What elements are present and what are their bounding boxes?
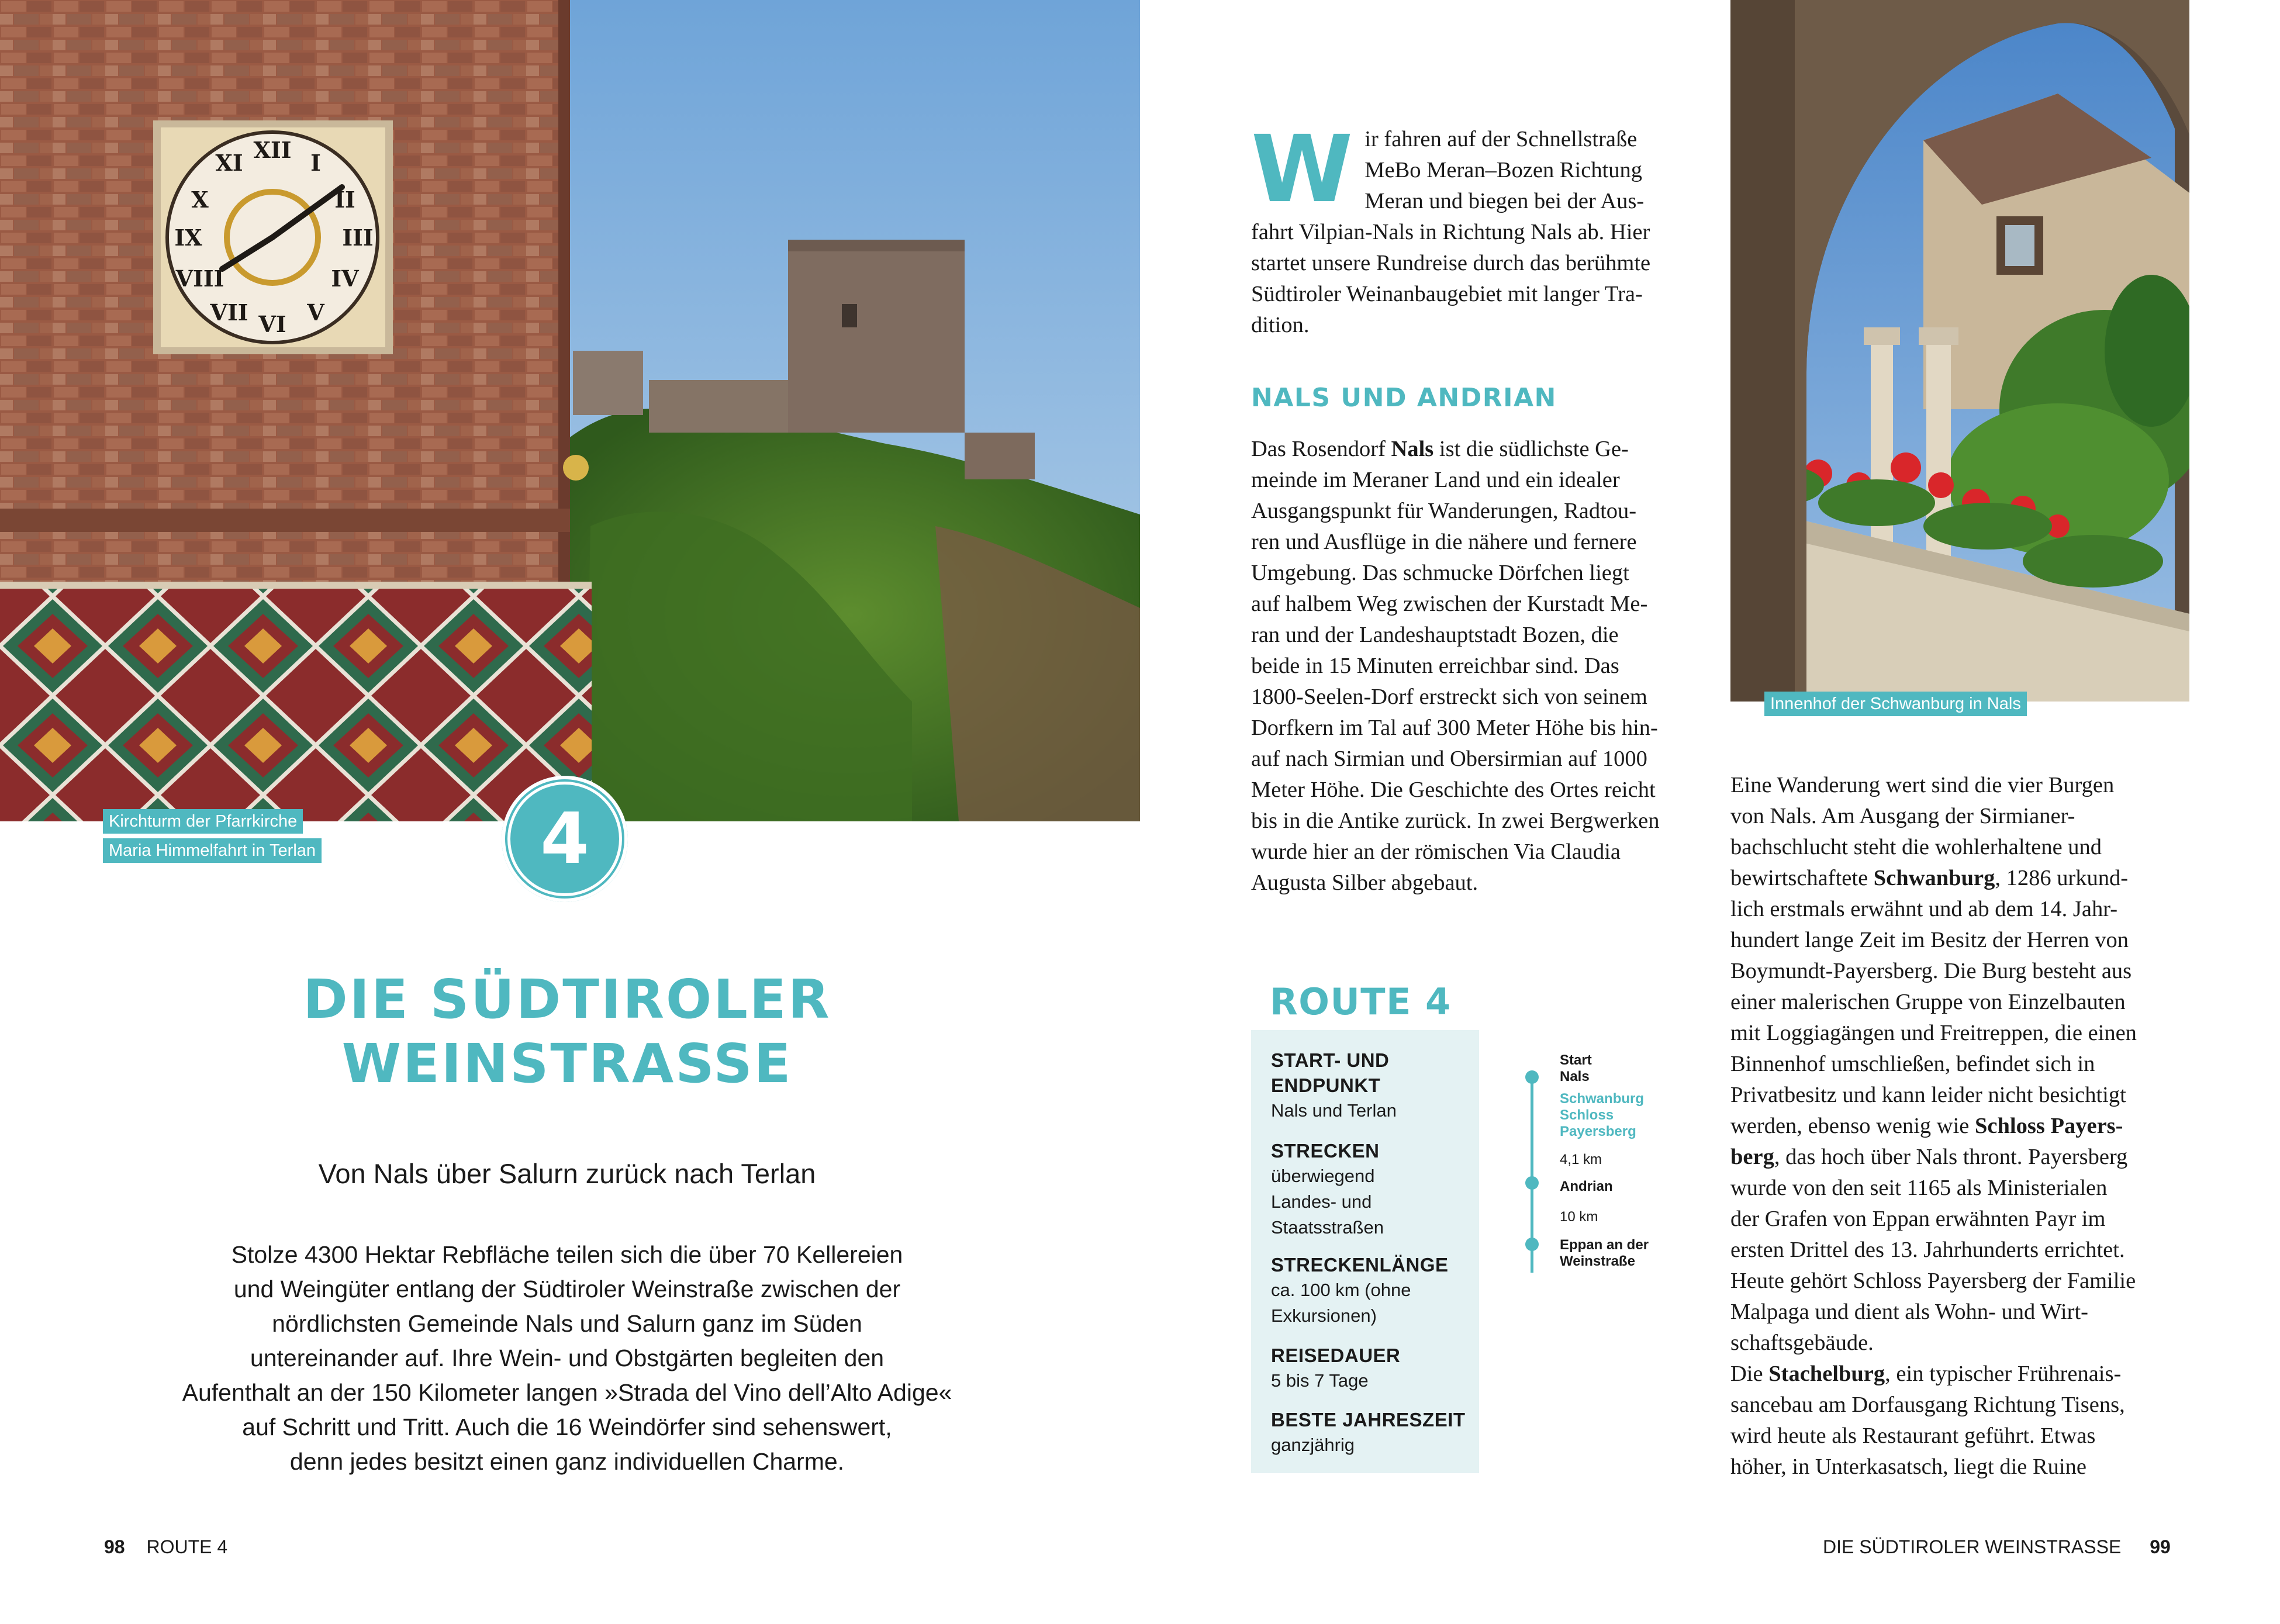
route-item-start	[1271, 1048, 1473, 1124]
text-line: schaftsgebäude.	[1730, 1331, 1874, 1355]
route-timeline	[1520, 1046, 1695, 1292]
text-line: ersten Drittel des 13. Jahrhunderts errichtet.	[1730, 1238, 2125, 1262]
text-line: 1800-Seelen-Dorf erstreckt sich von seinem	[1251, 685, 1647, 709]
footer-label-left: ROUTE 4	[146, 1536, 228, 1557]
text-line	[1730, 1359, 2189, 1390]
chapter-title-line-1: DIE SÜDTIROLER	[303, 968, 831, 1031]
route-number: 4	[540, 798, 589, 880]
route-item-label: STRECKENLÄNGE	[1271, 1254, 1449, 1276]
svg-text:II: II	[334, 186, 355, 213]
text-line: auf halbem Weg zwischen der Kurstadt Me-	[1251, 592, 1648, 616]
text-line: lich erstmals erwähnt und ab dem 14. Jahr-	[1730, 897, 2118, 921]
route-item-value: ca. 100 km (ohne	[1271, 1280, 1411, 1300]
route-item-value: ganzjährig	[1271, 1435, 1355, 1455]
text-line: wurde von den seit 1165 als Ministerialen	[1730, 1176, 2108, 1200]
opening-paragraph	[1251, 116, 1698, 341]
route-item-value: überwiegend	[1271, 1166, 1375, 1186]
timeline-label: Andrian	[1560, 1179, 1613, 1194]
photo-caption-line-2: Maria Himmelfahrt in Terlan	[103, 838, 322, 863]
section-heading: NALS UND ANDRIAN	[1251, 383, 1557, 413]
text-line	[1730, 1142, 2189, 1173]
text-line: sancebau am Dorfausgang Richtung Tisens,	[1730, 1393, 2125, 1417]
footer-left	[104, 1536, 227, 1558]
text-line	[1730, 1111, 2189, 1142]
text-bold: Nals	[1391, 437, 1434, 461]
text-line: startet unsere Rundreise durch das berühmte	[1251, 251, 1651, 275]
intro-line: und Weingüter entlang der Südtiroler Weinstraße zwischen der	[233, 1276, 901, 1302]
route-item-label: BESTE JAHRESZEIT	[1271, 1409, 1466, 1430]
chapter-title	[175, 968, 959, 1096]
route-item-value: 5 bis 7 Tage	[1271, 1370, 1369, 1391]
text-line: Privatbesitz und kann leider nicht besichtigt	[1730, 1083, 2126, 1107]
text-bold: berg	[1730, 1145, 1774, 1169]
text-line: Ausgangspunkt für Wanderungen, Radtou-	[1251, 499, 1637, 523]
text-line: Boymundt-Payersberg. Die Burg besteht aus	[1730, 959, 2132, 983]
svg-text:III: III	[342, 224, 374, 251]
text-line	[1251, 434, 1698, 465]
svg-text:VIII: VIII	[175, 265, 224, 292]
text-line: Südtiroler Weinanbaugebiet mit langer Tra-	[1251, 282, 1643, 306]
svg-text:IV: IV	[331, 265, 359, 292]
text-bold: Schwanburg	[1873, 866, 1995, 890]
text-line: wurde hier an der römischen Via Claudia	[1251, 839, 1621, 864]
route-item-value: Exkursionen)	[1271, 1305, 1377, 1326]
column-two-text	[1730, 770, 2189, 1483]
text-line: Binnenhof umschließen, befindet sich in	[1730, 1052, 2095, 1076]
text-line: hundert lange Zeit im Besitz der Herren von	[1730, 928, 2129, 952]
text-line: beide in 15 Minuten erreichbar sind. Das	[1251, 654, 1619, 678]
route-item-label: REISEDAUER	[1271, 1345, 1401, 1366]
text-line: Eine Wanderung wert sind die vier Burgen	[1730, 773, 2115, 797]
page-number-right: 99	[2150, 1536, 2171, 1557]
text-line: Dorfkern im Tal auf 300 Meter Höhe bis hin-	[1251, 716, 1658, 740]
text-line: auf nach Sirmian und Obersirmian auf 1000	[1251, 747, 1647, 771]
route-item-label: START- UND	[1271, 1049, 1390, 1071]
text-line: der Grafen von Eppan erwähnten Payr im	[1730, 1207, 2106, 1231]
svg-text:XII: XII	[253, 137, 292, 163]
timeline-sight: Schwanburg	[1560, 1091, 1645, 1107]
chapter-intro	[137, 1238, 997, 1479]
route-item-duration	[1271, 1343, 1473, 1394]
timeline-stop-dot	[1525, 1238, 1539, 1251]
text-line: Heute gehört Schloss Payersberg der Familie	[1730, 1269, 2136, 1293]
timeline-sight: Payersberg	[1560, 1124, 1636, 1139]
intro-line: Aufenthalt an der 150 Kilometer langen »Strada del Vino dell’Alto Adige«	[182, 1379, 952, 1406]
text-line: ran und der Landeshauptstadt Bozen, die	[1251, 623, 1619, 647]
timeline-label: Eppan an der	[1560, 1237, 1649, 1253]
text-line: meinde im Meraner Land und ein idealer	[1251, 468, 1620, 492]
text-line	[1730, 863, 2189, 894]
text-run: , das hoch über Nals thront. Payersberg	[1774, 1145, 2128, 1169]
chapter-subtitle: Von Nals über Salurn zurück nach Terlan	[318, 1158, 816, 1189]
text-line: Augusta Silber abgebaut.	[1251, 870, 1478, 895]
timeline-label: Weinstraße	[1560, 1253, 1635, 1269]
text-line: von Nals. Am Ausgang der Sirmianer-	[1730, 804, 2075, 828]
text-run: Das Rosendorf	[1251, 437, 1391, 461]
timeline-distance: 4,1 km	[1560, 1152, 1602, 1167]
timeline-sight: Schloss	[1560, 1107, 1614, 1123]
intro-line: nördlichsten Gemeinde Nals und Salurn ganz im Süden	[272, 1310, 862, 1337]
footer-right	[1823, 1536, 2171, 1558]
text-line: wird heute als Restaurant geführt. Etwas	[1730, 1423, 2096, 1448]
route-box-heading: ROUTE 4	[1270, 980, 1452, 1023]
chapter-title-line-2: WEINSTRASSE	[341, 1032, 793, 1095]
text-line: bis in die Antike zurück. In zwei Bergwerken	[1251, 808, 1660, 833]
text-run: werden, ebenso wenig wie	[1730, 1114, 1975, 1138]
text-line: höher, in Unterkasatsch, liegt die Ruine	[1730, 1454, 2086, 1479]
photo-illustration	[0, 0, 1140, 821]
route-item-label: ENDPUNKT	[1271, 1074, 1381, 1096]
photo-caption-right: Innenhof der Schwanburg in Nals	[1764, 692, 2027, 716]
text-run: , ein typischer Frührenais-	[1885, 1362, 2122, 1386]
text-line: Malpaga und dient als Wohn- und Wirt-	[1730, 1300, 2088, 1324]
photo-caption-line-1: Kirchturm der Pfarrkirche	[103, 809, 303, 834]
svg-text:VII: VII	[210, 299, 248, 326]
svg-text:IX: IX	[174, 224, 202, 251]
svg-text:I: I	[310, 150, 321, 176]
timeline-stop-dot	[1525, 1176, 1539, 1190]
timeline-distance: 10 km	[1560, 1209, 1598, 1225]
text-line: mit Loggiagängen und Freitreppen, die einen	[1730, 1021, 2137, 1045]
text-bold: Schloss Payers-	[1975, 1114, 2123, 1138]
intro-line: untereinander auf. Ihre Wein- und Obstgärten begleiten den	[250, 1345, 885, 1371]
photo-schwanburg-courtyard	[1730, 0, 2189, 702]
page-number-left: 98	[104, 1536, 125, 1557]
timeline-label: Nals	[1560, 1069, 1590, 1084]
text-line: MeBo Meran–Bozen Richtung	[1364, 158, 1643, 182]
text-run: bewirtschaftete	[1730, 866, 1874, 890]
photo-illustration	[1730, 0, 2189, 702]
svg-text:XI: XI	[215, 150, 243, 176]
intro-line: auf Schritt und Tritt. Auch die 16 Weindörfer sind sehenswert,	[242, 1414, 892, 1440]
timeline-label: Start	[1560, 1052, 1592, 1068]
route-number-badge	[502, 776, 628, 902]
drop-cap: W	[1251, 116, 1353, 223]
photo-church-tower-and-castle	[0, 0, 1140, 821]
intro-line: denn jedes besitzt einen ganz individuellen Charme.	[289, 1448, 845, 1475]
route-item-value: Nals und Terlan	[1271, 1100, 1397, 1121]
text-line: dition.	[1251, 313, 1310, 337]
route-item-season	[1271, 1407, 1473, 1458]
text-line: bachschlucht steht die wohlerhaltene und	[1730, 835, 2102, 859]
text-run: Die	[1730, 1362, 1769, 1386]
text-line: ir fahren auf der Schnellstraße	[1364, 127, 1638, 151]
timeline-stop-dot	[1525, 1070, 1539, 1084]
intro-line: Stolze 4300 Hektar Rebfläche teilen sich die über 70 Kellereien	[231, 1241, 903, 1268]
section-paragraph	[1251, 434, 1698, 899]
text-line: Umgebung. Das schmucke Dörfchen liegt	[1251, 561, 1629, 585]
text-line: Meran und biegen bei der Aus-	[1364, 189, 1645, 213]
text-run: , 1286 urkund-	[1995, 866, 2129, 890]
text-line: einer malerischen Gruppe von Einzelbauten	[1730, 990, 2126, 1014]
svg-text:VI: VI	[258, 311, 286, 337]
route-item-roads	[1271, 1138, 1473, 1241]
route-item-length	[1271, 1252, 1473, 1329]
text-line: ren und Ausflüge in die nähere und fernere	[1251, 530, 1637, 554]
route-item-value: Landes- und	[1271, 1191, 1372, 1212]
text-bold: Stachelburg	[1768, 1362, 1885, 1386]
footer-label-right: DIE SÜDTIROLER WEINSTRASSE	[1823, 1536, 2122, 1557]
route-item-value: Staatsstraßen	[1271, 1217, 1384, 1238]
text-line: fahrt Vilpian-Nals in Richtung Nals ab. Hier	[1251, 220, 1650, 244]
svg-text:X: X	[191, 186, 209, 213]
route-info-box	[1251, 1030, 1479, 1473]
text-line: Meter Höhe. Die Geschichte des Ortes reicht	[1251, 778, 1656, 802]
text-run: ist die südlichste Ge-	[1433, 437, 1629, 461]
route-item-label: STRECKEN	[1271, 1140, 1380, 1162]
svg-text:V: V	[307, 299, 324, 326]
